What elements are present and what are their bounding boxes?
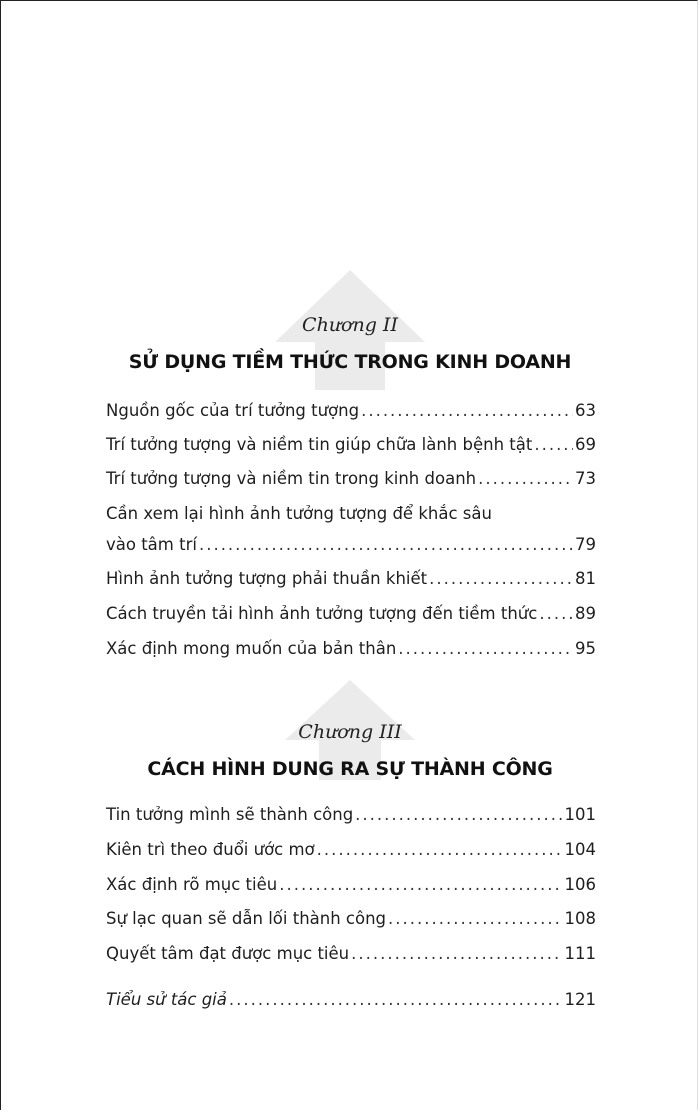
leader-dots (351, 944, 562, 963)
leader-dots (429, 569, 573, 588)
toc-entry[interactable] (106, 909, 596, 928)
leader-dots (398, 639, 573, 658)
toc-entry-title: Nguồn gốc của trí tưởng tượng (106, 401, 360, 420)
toc-entry-page: 111 (564, 944, 596, 963)
toc-entry-title: Hình ảnh tưởng tượng phải thuần khiết (106, 569, 428, 588)
toc-entry[interactable] (106, 535, 596, 554)
leader-dots (355, 805, 562, 824)
toc-entry-page: 106 (564, 875, 596, 894)
toc-entry-page: 81 (575, 569, 596, 588)
toc-entry[interactable] (106, 569, 596, 588)
leader-dots (539, 604, 573, 623)
toc-entry-page: 63 (575, 401, 596, 420)
toc-entry-title: Xác định rõ mục tiêu (106, 875, 278, 894)
leader-dots (478, 469, 573, 488)
toc-entry[interactable] (106, 944, 596, 963)
toc-entry-title: Tiểu sử tác giả (106, 990, 227, 1009)
toc-entry[interactable] (106, 435, 596, 454)
leader-dots (279, 875, 562, 894)
toc-entry-author-bio[interactable] (106, 990, 596, 1009)
leader-dots (361, 401, 573, 420)
toc-entry-title: Trí tưởng tượng và niềm tin trong kinh doanh (106, 469, 477, 488)
toc-entry-title: vào tâm trí (106, 535, 197, 554)
toc-entry-title: Trí tưởng tượng và niềm tin giúp chữa lành bệnh tật (106, 435, 533, 454)
toc-entry-page: 108 (564, 909, 596, 928)
chapter-title: SỬ DỤNG TIỀM THỨC TRONG KINH DOANH (128, 351, 572, 373)
toc-entry-title: Cách truyền tải hình ảnh tưởng tượng đến tiềm thức (106, 604, 538, 623)
toc-entry-page: 121 (564, 990, 596, 1009)
toc-entry-title: Sự lạc quan sẽ dẫn lối thành công (106, 909, 387, 928)
toc-entry-title: Xác định mong muốn của bản thân (106, 639, 397, 658)
chapter-label: Chương III (298, 721, 402, 743)
toc-entry-page: 79 (575, 535, 596, 554)
toc-entry-title: Kiên trì theo đuổi ước mơ (106, 840, 315, 859)
leader-dots (534, 435, 573, 454)
toc-entry[interactable] (106, 805, 596, 824)
leader-dots (388, 909, 562, 928)
toc-entry-page: 89 (575, 604, 596, 623)
toc-entry[interactable] (106, 604, 596, 623)
leader-dots (317, 840, 563, 859)
toc-entry[interactable] (106, 840, 596, 859)
chapter-label: Chương II (302, 314, 398, 336)
toc-entry[interactable] (106, 469, 596, 488)
toc-entry-page: 95 (575, 639, 596, 658)
toc-entry[interactable] (106, 639, 596, 658)
toc-entry-page: 69 (575, 435, 596, 454)
toc-entry-title: Tin tưởng mình sẽ thành công (106, 805, 354, 824)
leader-dots (229, 990, 563, 1009)
leader-dots (199, 535, 573, 554)
toc-entry-page: 73 (575, 469, 596, 488)
toc-entry-title: Quyết tâm đạt được mục tiêu (106, 944, 350, 963)
toc-entry[interactable] (106, 875, 596, 894)
toc-entry-title-line1[interactable]: Cần xem lại hình ảnh tưởng tượng để khắc sâu (106, 504, 492, 523)
toc-entry-page: 101 (564, 805, 596, 824)
toc-entry[interactable] (106, 401, 596, 420)
chapter-title: CÁCH HÌNH DUNG RA SỰ THÀNH CÔNG (147, 758, 553, 780)
toc-entry-page: 104 (564, 840, 596, 859)
